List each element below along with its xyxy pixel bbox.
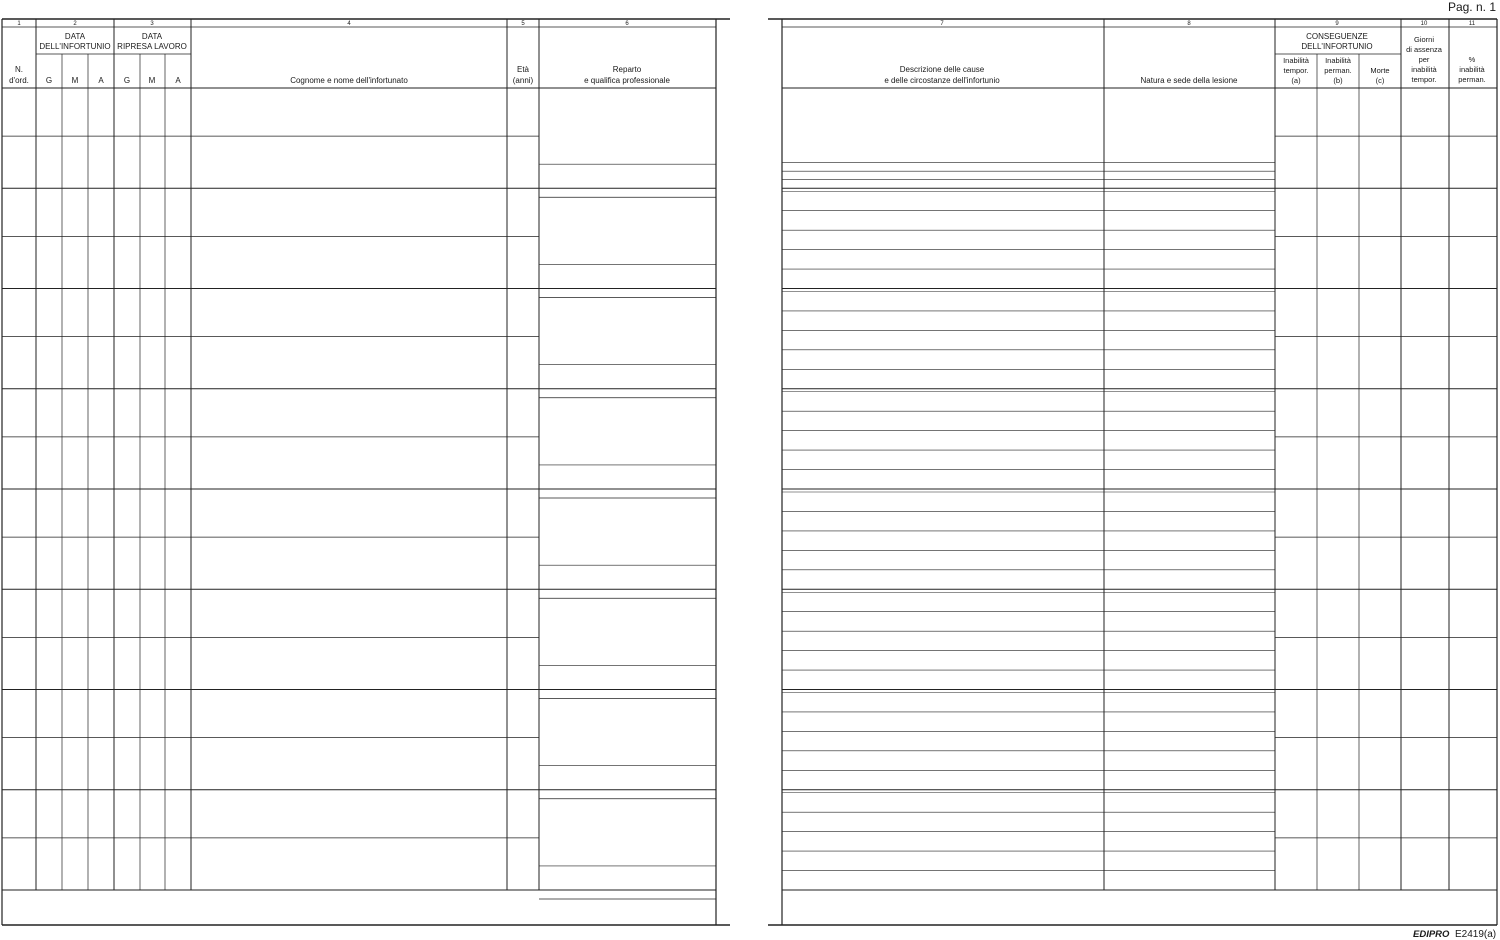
- header-perc-line3: perman.: [1458, 75, 1486, 84]
- col-number-1: 1: [17, 21, 21, 27]
- header-conseguenze-line1: CONSEGUENZE: [1306, 32, 1368, 41]
- form-code: E2419(a): [1455, 929, 1497, 940]
- header-inab-temp-line1: Inabilità: [1283, 56, 1309, 65]
- header-morte-line1: Morte: [1370, 66, 1390, 75]
- page-number-label: Pag. n. 1: [1447, 0, 1496, 14]
- header-descrizione-line2: e delle circostanze dell'infortunio: [884, 76, 1000, 85]
- header-giorni-line4: inabilità: [1411, 65, 1437, 74]
- header-natura-sede: Natura e sede della lesione: [1140, 76, 1238, 85]
- header-inab-perm-line2: perman.: [1324, 66, 1352, 75]
- header-giorni-line3: per: [1418, 55, 1430, 64]
- col-number-10: 10: [1420, 21, 1428, 27]
- col-number-7: 7: [940, 21, 944, 27]
- header-inf-a: A: [98, 76, 104, 85]
- header-rip-a: A: [175, 76, 181, 85]
- header-descrizione-line1: Descrizione delle cause: [899, 65, 985, 74]
- header-cognome-nome: Cognome e nome dell'infortunato: [290, 76, 408, 85]
- header-inab-perm-line1: Inabilità: [1325, 56, 1351, 65]
- header-data-infortunio-line1: DATA: [64, 32, 86, 41]
- header-n-ord-line2: d'ord.: [9, 76, 29, 85]
- col-number-6: 6: [625, 21, 629, 27]
- header-conseguenze-line2: DELL'INFORTUNIO: [1301, 42, 1373, 51]
- header-morte-line2: (c): [1375, 76, 1385, 85]
- header-reparto-line2: e qualifica professionale: [584, 76, 670, 85]
- header-perc-line2: inabilità: [1459, 65, 1485, 74]
- header-giorni-line1: Giorni: [1413, 35, 1435, 44]
- col-number-9: 9: [1335, 21, 1339, 27]
- header-eta-line1: Età: [516, 65, 530, 74]
- header-data-infortunio-line2: DELL'INFORTUNIO: [39, 42, 111, 51]
- edipro-logo: EDIPRO: [1413, 929, 1450, 940]
- col-number-5: 5: [521, 21, 525, 27]
- header-inf-g: G: [45, 76, 53, 85]
- header-giorni-line2: di assenza: [1406, 45, 1442, 54]
- header-inab-temp-line2: tempor.: [1283, 66, 1309, 75]
- header-rip-m: M: [148, 76, 156, 85]
- header-rip-g: G: [123, 76, 131, 85]
- col-number-2: 2: [73, 21, 77, 27]
- col-number-8: 8: [1187, 21, 1191, 27]
- header-data-ripresa-line1: DATA: [141, 32, 163, 41]
- header-eta-line2: (anni): [512, 76, 534, 85]
- header-giorni-line5: tempor.: [1411, 75, 1437, 84]
- header-reparto-line1: Reparto: [612, 65, 642, 74]
- header-inab-perm-line3: (b): [1333, 76, 1343, 85]
- header-data-ripresa-line2: RIPRESA LAVORO: [117, 42, 187, 51]
- col-number-11: 11: [1468, 21, 1476, 27]
- header-inf-m: M: [71, 76, 79, 85]
- form-grid-lines: [2, 19, 1497, 925]
- header-n-ord-line1: N.: [15, 65, 23, 74]
- col-number-4: 4: [347, 21, 351, 27]
- header-perc-line1: %: [1468, 55, 1476, 64]
- col-number-3: 3: [150, 21, 154, 27]
- header-inab-temp-line3: (a): [1291, 76, 1301, 85]
